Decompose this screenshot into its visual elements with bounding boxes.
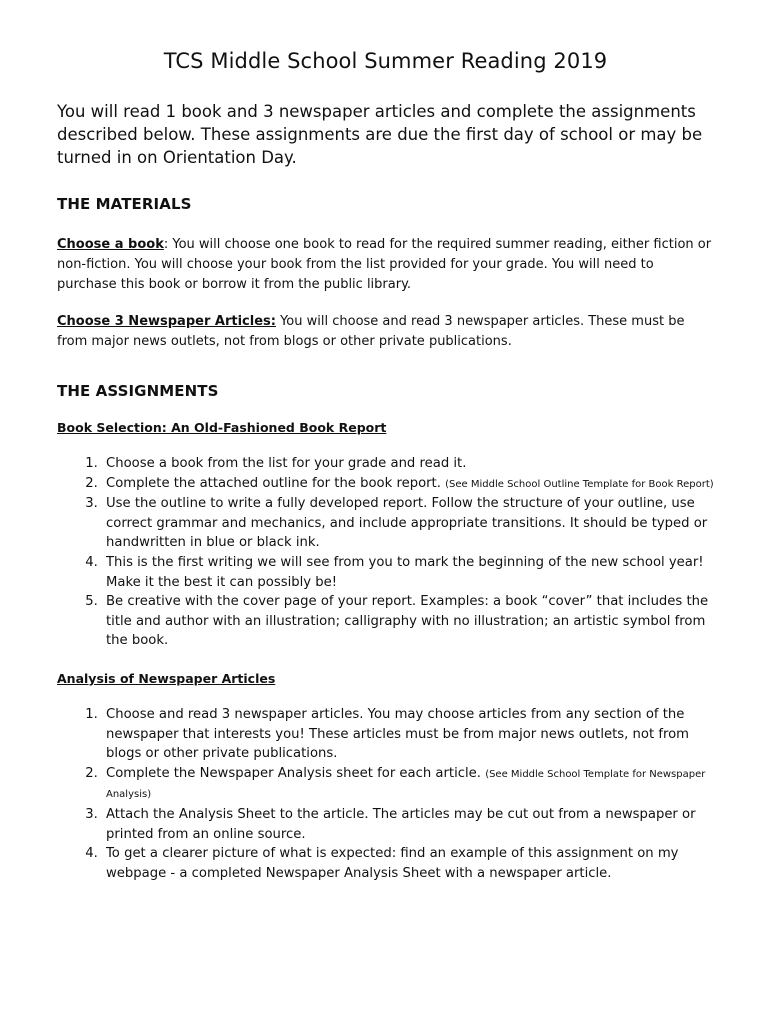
assignments-heading: THE ASSIGNMENTS (57, 382, 219, 400)
list-item (102, 844, 714, 883)
book-report-list (57, 454, 714, 651)
list-item (102, 494, 714, 553)
list-item-text: Be creative with the cover page of your report. Examples: a book “cover” that includes the title and author with an illustration; calligraphy with no illustration; an artistic symbol from the book. (106, 594, 709, 649)
list-item-text: To get a clearer picture of what is expected: find an example of this assignment on my webpage - a completed Newspaper Analysis Sheet with a newspaper article. (106, 846, 679, 881)
list-item-text: Choose a book from the list for your grade and read it. (106, 456, 467, 471)
book-report-heading: Book Selection: An Old-Fashioned Book Report (57, 420, 387, 435)
newspaper-heading: Analysis of Newspaper Articles (57, 670, 276, 686)
choose-articles-text: You will choose and read 3 newspaper articles. These must be from major news outlets, not from blogs or other private publications. (57, 314, 685, 349)
list-item (102, 592, 714, 651)
list-item-note: (See Middle School Template for Newspaper Analysis) (106, 768, 706, 801)
choose-articles-label: Choose 3 Newspaper Articles: (57, 314, 276, 329)
page-title: TCS Middle School Summer Reading 2019 (163, 49, 608, 73)
choose-book-label: Choose a book (57, 237, 164, 252)
list-item-text: Choose and read 3 newspaper articles. You may choose articles from any section of the newspaper that interests you! These articles must be from major news outlets, not from blogs or other private publications. (106, 706, 690, 762)
newspaper-list (57, 705, 714, 883)
list-item-note: (See Middle School Outline Template for Book Report) (445, 478, 714, 490)
list-item-text: Complete the attached outline for the book report. (106, 475, 446, 491)
intro-paragraph: You will read 1 book and 3 newspaper articles and complete the assignments described below. These assignments are due the first day of school or may be turned in on Orientation Day. (57, 102, 703, 167)
list-item (102, 705, 714, 764)
list-item-text: This is the first writing we will see from you to mark the beginning of the new school year! Make it the best it can possibly be! (106, 554, 704, 590)
list-item-text: Complete the Newspaper Analysis sheet for each article. (106, 765, 486, 781)
choose-book-text: : You will choose one book to read for the required summer reading, either fiction or non-fiction. You will choose your book from the list provided for your grade. You will need to purchase this book or borrow it from the public library. (57, 237, 712, 292)
list-item (102, 553, 714, 592)
materials-heading: THE MATERIALS (57, 195, 192, 213)
choose-articles-paragraph (57, 312, 714, 352)
list-item (102, 805, 714, 844)
choose-book-paragraph (57, 235, 714, 295)
list-item-text: Attach the Analysis Sheet to the article. The articles may be cut out from a newspaper or printed from an online source. (106, 806, 696, 842)
list-item (102, 454, 714, 474)
list-item (102, 764, 714, 805)
list-item-text: Use the outline to write a fully developed report. Follow the structure of your outline, use correct grammar and mechanics, and include appropriate transitions. It should be typed or handwritten in blue or black ink. (106, 496, 708, 551)
list-item (102, 474, 714, 495)
